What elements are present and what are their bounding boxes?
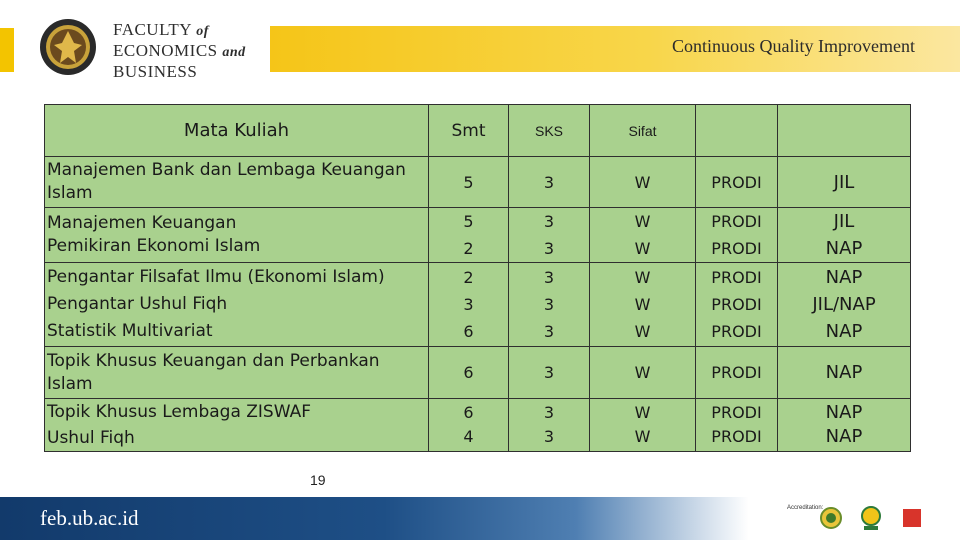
course-name: Topik Khusus Lembaga ZISWAF xyxy=(47,402,311,422)
and-word: and xyxy=(222,45,246,60)
unit-cell xyxy=(696,208,778,263)
sifat-cell xyxy=(590,263,696,347)
sks-cell xyxy=(509,263,590,347)
smt-cell xyxy=(429,157,509,208)
accreditation-label: Accreditation: xyxy=(787,505,824,511)
course-cell xyxy=(45,157,429,208)
unit-cell xyxy=(696,347,778,399)
unit-value: PRODI xyxy=(711,427,762,446)
smt-value: 3 xyxy=(463,295,474,314)
track-value: NAP xyxy=(825,402,863,423)
track-cell xyxy=(778,208,911,263)
smt-value: 2 xyxy=(463,239,474,258)
sifat-cell xyxy=(590,347,696,399)
smt-value: 6 xyxy=(463,322,474,341)
sks-cell xyxy=(509,208,590,263)
unit-cell xyxy=(696,157,778,208)
sifat-value: W xyxy=(634,239,651,258)
course-name: Pengantar Ushul Fiqh xyxy=(47,294,228,314)
faculty-of-word: of xyxy=(196,24,209,39)
sifat-value: W xyxy=(634,295,651,314)
track-value: NAP xyxy=(825,426,863,447)
track-value: NAP xyxy=(825,362,863,383)
table-row xyxy=(45,263,911,347)
tagline: Continuous Quality Improvement xyxy=(672,36,915,56)
course-name: Statistik Multivariat xyxy=(47,321,213,341)
header-mata-kuliah: Mata Kuliah xyxy=(45,105,429,157)
track-value: NAP xyxy=(825,267,863,288)
business-word: BUSINESS xyxy=(113,62,198,81)
page-number: 19 xyxy=(310,472,326,488)
sks-value: 3 xyxy=(543,212,555,231)
smt-value: 6 xyxy=(463,403,474,422)
unit-value: PRODI xyxy=(711,212,762,231)
track-cell xyxy=(778,399,911,452)
smt-value: 2 xyxy=(463,268,474,287)
slide-footer xyxy=(0,497,960,540)
table-row xyxy=(45,347,911,399)
sks-cell xyxy=(509,347,590,399)
smt-cell xyxy=(429,263,509,347)
table-header-row xyxy=(45,105,911,157)
footer-url[interactable]: feb.ub.ac.id xyxy=(40,506,139,530)
unit-value: PRODI xyxy=(711,239,762,258)
unit-value: PRODI xyxy=(711,268,762,287)
smt-value: 6 xyxy=(463,363,474,382)
faculty-logo-text xyxy=(113,20,246,81)
unit-cell xyxy=(696,399,778,452)
smt-cell xyxy=(429,399,509,452)
track-value: NAP xyxy=(825,321,863,342)
smt-cell xyxy=(429,347,509,399)
unit-value: PRODI xyxy=(711,295,762,314)
sks-value: 3 xyxy=(543,172,555,192)
course-name: Manajemen Bank dan Lembaga Keuangan xyxy=(47,160,406,180)
header-empty-6 xyxy=(778,105,911,157)
smt-value: 5 xyxy=(463,172,474,192)
smt-cell xyxy=(429,208,509,263)
course-cell xyxy=(45,208,429,263)
course-name: Islam xyxy=(47,183,93,203)
unit-value: PRODI xyxy=(711,363,762,382)
course-name: Topik Khusus Keuangan dan Perbankan xyxy=(47,350,380,371)
track-value: JIL xyxy=(833,211,855,232)
accreditation-badge-icon xyxy=(903,509,921,527)
track-value: JIL xyxy=(833,171,855,193)
sifat-value: W xyxy=(634,212,651,231)
unit-cell xyxy=(696,263,778,347)
sks-value: 3 xyxy=(543,239,555,258)
faculty-word: FACULTY xyxy=(113,20,192,39)
header-accent-bar xyxy=(0,28,14,72)
course-name: Islam xyxy=(47,373,93,394)
sifat-cell xyxy=(590,208,696,263)
table-row xyxy=(45,157,911,208)
course-name: Pemikiran Ekonomi Islam xyxy=(47,236,261,256)
sks-cell xyxy=(509,399,590,452)
sifat-value: W xyxy=(634,322,651,341)
track-cell xyxy=(778,347,911,399)
sks-value: 3 xyxy=(543,268,555,287)
sifat-value: W xyxy=(634,427,651,446)
sifat-value: W xyxy=(634,363,651,382)
course-cell xyxy=(45,263,429,347)
header-smt: Smt xyxy=(429,105,509,157)
sifat-cell xyxy=(590,157,696,208)
header-empty-5 xyxy=(696,105,778,157)
table-row xyxy=(45,399,911,452)
accreditation-seal-icon xyxy=(820,507,842,529)
course-cell xyxy=(45,399,429,452)
smt-value: 4 xyxy=(463,427,474,446)
unit-value: PRODI xyxy=(711,172,762,192)
sks-cell xyxy=(509,157,590,208)
ban-pt-logo-icon xyxy=(858,505,884,531)
sks-value: 3 xyxy=(543,322,555,341)
sks-value: 3 xyxy=(543,427,555,446)
course-name: Manajemen Keuangan xyxy=(47,213,237,233)
smt-value: 5 xyxy=(463,212,474,231)
sks-value: 3 xyxy=(543,403,555,422)
sifat-value: W xyxy=(634,268,651,287)
track-value: JIL/NAP xyxy=(812,294,876,315)
course-name: Pengantar Filsafat Ilmu (Ekonomi Islam) xyxy=(47,267,385,287)
economics-word: ECONOMICS xyxy=(113,41,218,60)
slide-header xyxy=(0,0,960,90)
unit-value: PRODI xyxy=(711,322,762,341)
course-table xyxy=(44,104,911,452)
unit-value: PRODI xyxy=(711,403,762,422)
track-cell xyxy=(778,263,911,347)
university-crest-icon xyxy=(38,17,98,77)
track-cell xyxy=(778,157,911,208)
header-sks: SKS xyxy=(509,105,590,157)
sifat-value: W xyxy=(634,403,651,422)
track-value: NAP xyxy=(825,238,863,259)
sks-value: 3 xyxy=(543,295,555,314)
sifat-cell xyxy=(590,399,696,452)
table-row xyxy=(45,208,911,263)
sks-value: 3 xyxy=(543,363,555,382)
course-name: Ushul Fiqh xyxy=(47,428,135,448)
course-cell xyxy=(45,347,429,399)
sifat-value: W xyxy=(634,172,651,192)
header-sifat: Sifat xyxy=(590,105,696,157)
